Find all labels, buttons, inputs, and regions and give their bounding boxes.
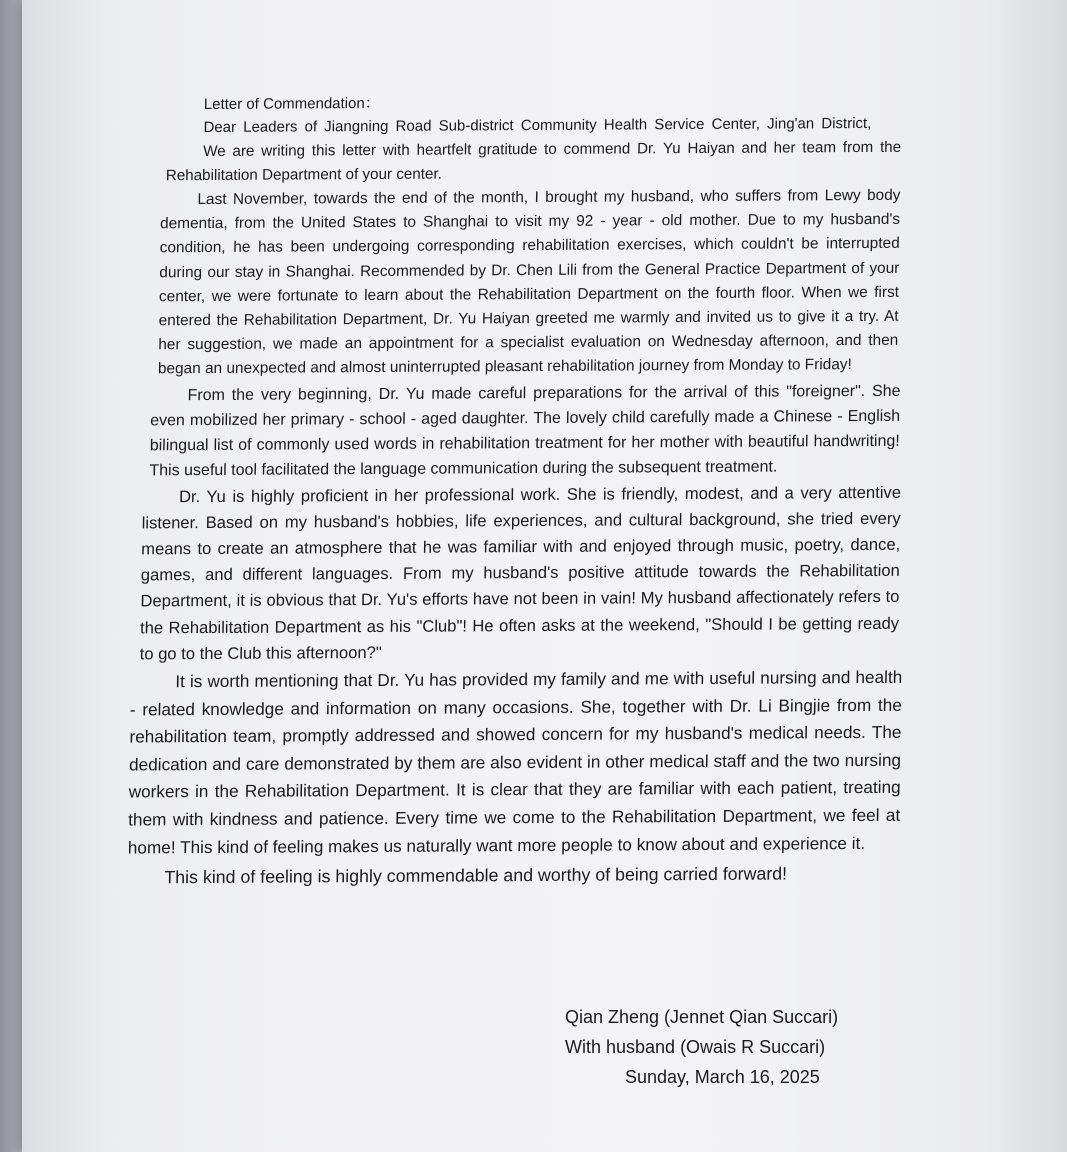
- paragraph-nursing-knowledge: It is worth mentioning that Dr. Yu has provided my family and me with useful nursing and health - related knowledge and information on many occasions. She, together with Dr. Li Bingjie from the rehabilitation team, promptly addressed and showed concern for my husband's medical needs. The dedication and care demonstrated by them are also evident in other medical staff and the two nursing workers in the Rehabilitation Department. It is clear that they are familiar with each patient, treating them with kindness and patience. Every time we come to the Rehabilitation Department, we feel at home! This kind of feeling makes us naturally want more people to know about and experience it.: [127, 666, 903, 858]
- signature-date: Sunday, March 16, 2025: [625, 1067, 820, 1087]
- signature-name: Qian Zheng (Jennet Qian Succari): [565, 1007, 839, 1027]
- paragraph-preparations: From the very beginning, Dr. Yu made careful preparations for the arrival of this "foreigner". She even mobilized her primary - school - aged daughter. The lovely child carefully made a Chinese - English bilingual list of commonly used words in rehabilitation treatment for her mother with beautiful handwriting! This useful tool facilitated the language communication during the subsequent treatment.: [149, 382, 901, 479]
- signature-block: [565, 1002, 838, 1092]
- letter-body: [127, 90, 903, 892]
- signature-husband: With husband (Owais R Succari): [565, 1037, 826, 1057]
- paragraph-gratitude: We are writing this letter with heartfelt gratitude to commend Dr. Yu Haiyan and her team from the Rehabilitation Department of your center.: [165, 138, 902, 185]
- letter-heading: Letter of Commendation：: [203, 94, 380, 114]
- letter-sheet: [22, 0, 1067, 1152]
- paragraph-closing: This kind of feeling is highly commendable and worthy of being carried forward!: [164, 863, 788, 888]
- paragraph-visit: Last November, towards the end of the month, I brought my husband, who suffers from Lewy body dementia, from the United States to Shanghai to visit my 92 - year - old mother. Due to my husband's condition, he has been undergoing corresponding rehabilitation exercises, which couldn't be interrupted during our stay in Shanghai. Recommended by Dr. Chen Lili from the General Practice Department of your center, we were fortunate to learn about the Rehabilitation Department on the fourth floor. When we first entered the Rehabilitation Department, Dr. Yu Haiyan greeted me warmly and invited us to give it a try. At her suggestion, we made an appointment for a specialist evaluation on Wednesday afternoon, and then began an unexpected and almost uninterrupted pleasant rehabilitation journey from Monday to Friday!: [157, 186, 901, 378]
- letter-addressee: Dear Leaders of Jiangning Road Sub-district Community Health Service Center, Jing'an District,: [203, 114, 872, 137]
- paragraph-professional-work: Dr. Yu is highly proficient in her professional work. She is friendly, modest, and a very attentive listener. Based on my husband's hobbies, life experiences, and cultural background, she tried every means to create an atmosphere that he was familiar with and enjoyed through music, poetry, dance, games, and different languages. From my husband's positive attitude towards the Rehabilitation Department, it is obvious that Dr. Yu's efforts have not been in vain! My husband affectionately refers to the Rehabilitation Department as his "Club"! He often asks at the weekend, "Should I be getting ready to go to the Club this afternoon?": [139, 482, 902, 664]
